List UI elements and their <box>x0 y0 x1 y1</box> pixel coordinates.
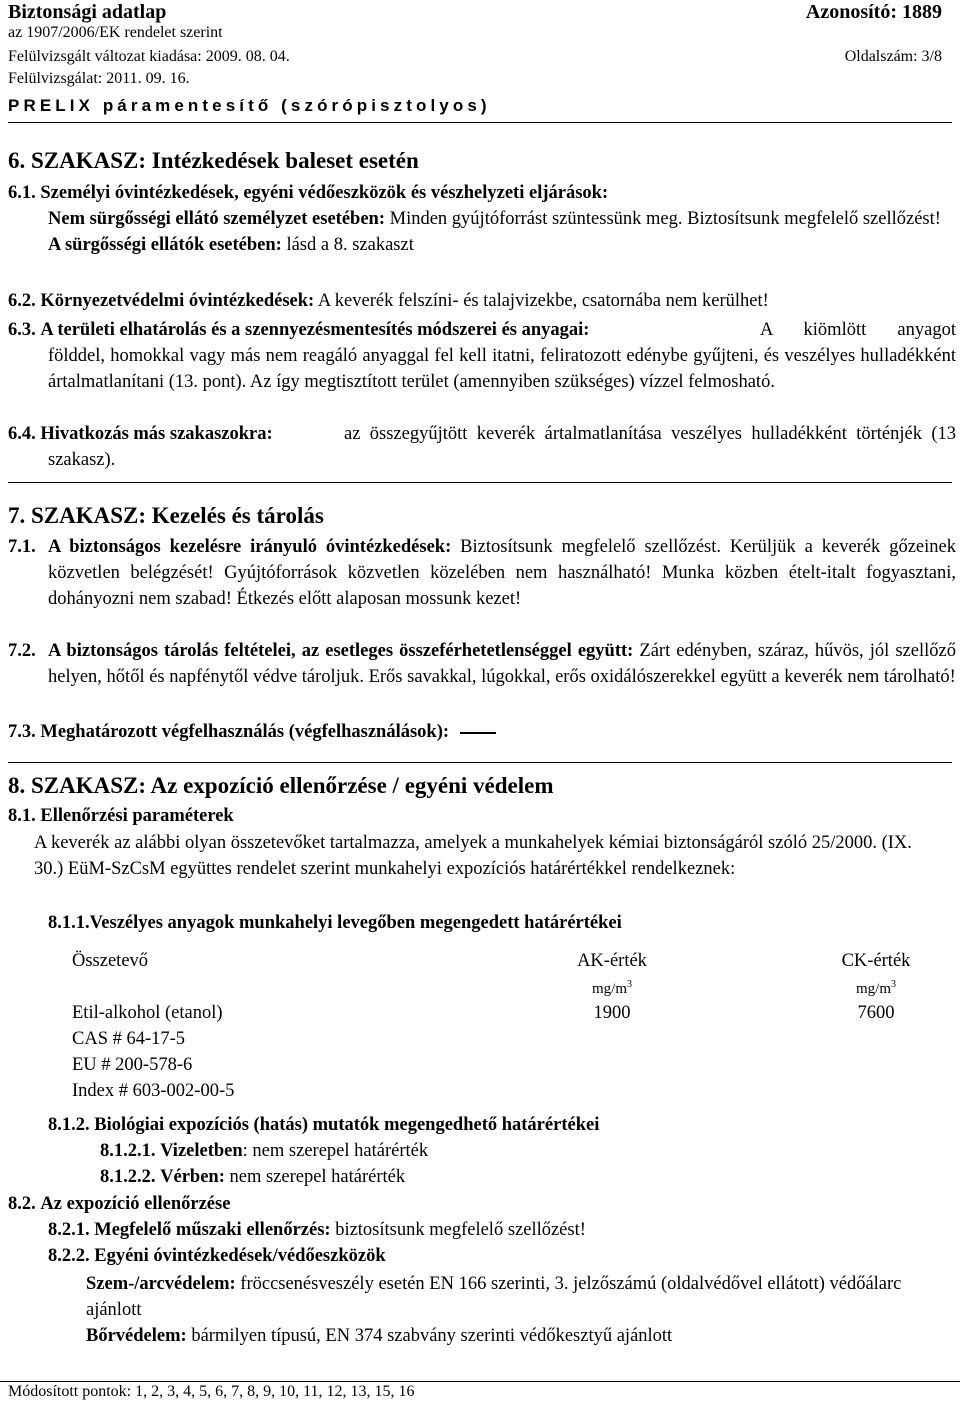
review-date: Felülvizsgálat: 2011. 09. 16. <box>8 70 190 87</box>
section-6-4-text <box>48 421 956 473</box>
label-eye-protection: Szem-/arcvédelem: <box>86 1274 236 1294</box>
section-title: Környezetvédelmi óvintézkedések: <box>40 291 315 311</box>
section-title: A biztonságos kezelésre irányuló óvintézkedések: <box>48 537 452 557</box>
section-title: Biológiai expozíciós (hatás) mutatók megengedhető határértékei <box>94 1115 600 1135</box>
section-8-2 <box>8 1191 908 1217</box>
section-8-1 <box>8 803 234 829</box>
regulation-reference: az 1907/2006/EK rendelet szerint <box>8 24 223 41</box>
section-7-1 <box>8 534 36 560</box>
text-eye-protection: fröccsenésveszély esetén EN 166 szerinti, 3. jelzőszámú (oldalvédővel ellátott) védőálarc ajánlott <box>86 1274 902 1320</box>
section-8-1-1 <box>48 910 948 936</box>
table-header-component: Összetevő <box>72 951 149 971</box>
text-emergency: lásd a 8. szakaszt <box>286 235 414 255</box>
section-text: A kiömlött anyagot földdel, homokkal vagy más nem reagáló anyaggal fel kell itatni, feliratozott edénybe gyűjteni, és veszélyes hulladékként ártalmatlanítani (13. pont). Az így megtisztított terület (amennyiben szükséges) vízzel felmosható. <box>48 320 956 392</box>
section-6-3-text <box>48 317 956 395</box>
section-7-3 <box>8 719 952 745</box>
label-engineering-controls: Megfelelő műszaki ellenőrzés: <box>94 1220 331 1240</box>
footer-divider <box>0 1381 960 1382</box>
label-urine: Vizeletben <box>160 1141 243 1161</box>
section-6-heading: 6. SZAKASZ: Intézkedések baleset esetén <box>8 148 419 173</box>
table-cell-index: Index # 603-002-00-5 <box>72 1081 235 1101</box>
section-number: 8.1.2.2. <box>100 1167 156 1187</box>
skin-protection <box>86 1323 946 1349</box>
header-divider <box>8 122 952 123</box>
section-6-1 <box>8 180 952 206</box>
document-title: Biztonsági adatlap <box>8 1 167 23</box>
section-text: az összegyűjtött keverék ártalmatlanítása veszélyes hulladékként történjék (13 szakasz). <box>48 424 956 470</box>
text-urine: : nem szerepel határérték <box>242 1141 429 1161</box>
section-8-1-text: A keverék az alábbi olyan összetevőket tartalmazza, amelyek a munkahelyek kémiai biztonságáról szóló 25/2000. (IX. 30.) EüM-SzCsM együttes rendelet szerint munkahelyi expozíciós határértékkel rendelkeznek: <box>34 833 912 879</box>
section-number: 8.1.2.1. <box>100 1141 156 1161</box>
text-non-emergency: Minden gyújtóforrást szüntessünk meg. Biztosítsunk megfelelő szellőzést! <box>389 209 941 229</box>
section-number: 8.2. <box>8 1194 36 1214</box>
section-number: 8.2.2. <box>48 1246 90 1266</box>
section-title: A biztonságos tárolás feltételei, az esetleges összeférhetetlenséggel együtt: <box>48 641 634 661</box>
section-8-heading: 8. SZAKASZ: Az expozíció ellenőrzése / egyéni védelem <box>8 773 554 798</box>
table-cell-ck: 7600 <box>857 1003 895 1023</box>
section-7-2-text <box>48 638 956 690</box>
section-7-1-text <box>48 534 956 612</box>
section-title: Meghatározott végfelhasználás (végfelhasználások): <box>40 722 450 742</box>
section-title: Hivatkozás más szakaszokra: <box>40 424 273 444</box>
section-text: Zárt edényben, száraz, hűvös, jól szellőző helyen, hőtől és napfénytől védve tároljuk. Erős savakkal, lúgokkal, erős oxidálószerekkel együtt a keverék nem tárolható! <box>48 641 956 687</box>
table-unit-ak: $mg/m^3$ <box>591 979 632 997</box>
table-unit-ck: $mg/m^3$ <box>855 979 896 997</box>
section-6-1-body <box>48 206 956 258</box>
section-title: Személyi óvintézkedések, egyéni védőeszközök és vészhelyzeti eljárások: <box>40 183 609 203</box>
table-cell-cas: CAS # 64-17-5 <box>72 1029 186 1049</box>
label-blood: Vérben: <box>160 1167 225 1187</box>
section-title: A területi elhatárolás és a szennyezésmentesítés módszerei és anyagai: <box>40 320 590 340</box>
section-number: 6.2. <box>8 291 36 311</box>
text-engineering-controls: biztosítsunk megfelelő szellőzést! <box>335 1220 586 1240</box>
section-6-2 <box>8 288 952 314</box>
section-number: 8.1. <box>8 806 36 826</box>
section-8-1-2-2 <box>100 1164 940 1190</box>
section-number: 7.2. <box>8 641 36 661</box>
section-8-1-2-1 <box>100 1138 940 1164</box>
document-identifier: Azonosító: 1889 <box>805 1 942 23</box>
section-divider <box>8 482 952 483</box>
section-title: Ellenőrzési paraméterek <box>40 806 234 826</box>
label-emergency: A sürgősségi ellátók esetében: <box>48 235 282 255</box>
revision-date: Felülvizsgált változat kiadása: 2009. 08. 04. <box>8 48 290 65</box>
section-divider <box>8 762 952 763</box>
product-name: PRELIX páramentesítő (szórópisztolyos) <box>8 96 491 115</box>
page-number: Oldalszám: 3/8 <box>844 48 942 65</box>
section-8-2-1 <box>48 1217 948 1243</box>
section-number: 8.2.1. <box>48 1220 90 1240</box>
section-title: Veszélyes anyagok munkahelyi levegőben megengedett határértékei <box>89 913 622 933</box>
table-header-ak: AK-érték <box>577 951 647 971</box>
label-skin-protection: Bőrvédelem: <box>86 1326 187 1346</box>
table-cell-ak: 1900 <box>593 1003 631 1023</box>
section-number: 8.1.2. <box>48 1115 90 1135</box>
section-number: 6.1. <box>8 183 36 203</box>
table-cell-eu: EU # 200-578-6 <box>72 1055 193 1075</box>
section-7-heading: 7. SZAKASZ: Kezelés és tárolás <box>8 503 324 528</box>
label-non-emergency: Nem sürgősségi ellátó személyzet esetében: <box>48 209 385 229</box>
section-title: Egyéni óvintézkedések/védőeszközök <box>94 1246 386 1266</box>
section-number: 8.1.1. <box>48 913 90 933</box>
section-number: 6.4. <box>8 424 36 444</box>
eye-protection <box>86 1271 906 1323</box>
table-header-ck: CK-érték <box>841 951 911 971</box>
modified-points-footer: Módosított pontok: 1, 2, 3, 4, 5, 6, 7, 8, 9, 10, 11, 12, 13, 15, 16 <box>8 1383 415 1400</box>
text-blood: nem szerepel határérték <box>229 1167 406 1187</box>
section-8-1-2 <box>48 1112 948 1138</box>
section-7-2 <box>8 638 36 664</box>
section-number: 7.1. <box>8 537 36 557</box>
table-cell-substance: Etil-alkohol (etanol) <box>72 1003 223 1023</box>
section-title: Az expozíció ellenőrzése <box>40 1194 231 1214</box>
section-text: A keverék felszíni- és talajvizekbe, csatornába nem kerülhet! <box>317 291 769 311</box>
section-number: 7.3. <box>8 722 36 742</box>
section-number: 6.3. <box>8 320 36 340</box>
not-applicable-dash <box>460 732 496 734</box>
section-8-2-2 <box>48 1243 948 1269</box>
text-skin-protection: bármilyen típusú, EN 374 szabvány szerinti védőkesztyű ajánlott <box>191 1326 673 1346</box>
section-text: Biztosítsunk megfelelő szellőzést. Kerüljük a keverék gőzeinek közvetlen belégzését! Gyújtóforrások közvetlen közelében nem használható! Munka közben ételt-italt fogyasztani, dohányozni nem szabad! Étkezés előtt alaposan mossunk kezet! <box>48 537 956 609</box>
